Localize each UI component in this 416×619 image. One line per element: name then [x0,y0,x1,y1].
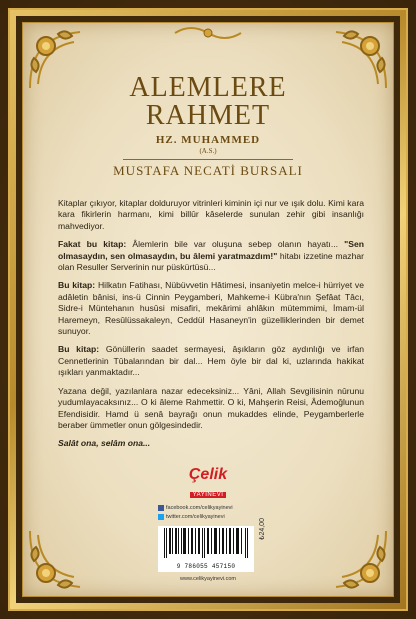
publisher-logo [176,467,240,501]
author-name: MUSTAFA NECATİ BURSALI [113,163,303,178]
paragraph-3 [58,280,364,337]
isbn-barcode [158,526,254,572]
paragraph-4-text: Gönüllerin saadet sermayesi, âşıkların göz aydınlığı ve irfan Cennetlerinin Tûbalarından bir dal... Hem öyle bir dal ki, uzlarında hakikat ışıkları yanmaktadır... [58,344,364,378]
book-title-line-1: ALEMLERE [129,72,287,103]
divider [123,159,293,160]
paragraph-1: Kitaplar çıkıyor, kitaplar dolduruyor vitrinleri kiminin içi nur ve ışık dolu. Kimi kara kara fikirlerin harmanı, kimi billûr kâselerde sunulan zehir gibi insanlığı mahvediyor. [58,198,364,231]
blurb-text [58,198,364,457]
paragraph-2-lead: Fakat bu kitap: [58,239,127,250]
corner-ornament-icon [24,525,94,595]
corner-ornament-icon [322,525,392,595]
twitter-text: twitter.com/celikyayinevi [166,514,225,520]
social-links [158,504,233,522]
paragraph-2-text-a: Âlemlerin bile var oluşuna sebep olanın hayatı... [126,239,345,250]
closing-line: Salât ona, selâm ona... [58,438,151,449]
facebook-text: facebook.com/celikyayinevi [166,505,233,511]
paragraph-4-lead: Bu kitap: [58,344,100,355]
facebook-icon [158,505,164,511]
twitter-link [158,513,233,522]
book-title-line-2: RAHMET [145,100,271,131]
publisher-subtitle: YAYINEVİ [190,492,227,498]
paragraph-2-quote: "Sen olmasaydın, sen olmasaydın, bu âlemi yaratmazdım!" [58,239,364,261]
publisher-name: Çelik [188,466,228,483]
book-subtitle: HZ. MUHAMMED [155,134,261,146]
honorific: (A.S.) [199,147,217,155]
isbn-digits: 9 786055 457150 [176,563,236,570]
paragraph-4 [58,344,364,378]
twitter-icon [158,514,164,520]
paragraph-3-lead: Bu kitap: [58,280,96,291]
paragraph-2 [58,239,364,273]
publisher-website: www.celikyayinevi.com [180,576,236,582]
title-block [0,74,416,179]
facebook-link [158,504,233,513]
paragraph-2-text-b: hitabı izzetine mazhar olan Resuller Serverinin nur püskürtüsü... [58,250,364,273]
price-label: ₺24,00 [259,518,266,540]
paragraph-5: Yazana değil, yazılanlara nazar edeceksiniz... Yâni, Allah Sevgilisinin nûrunu yudumlayacaksınız... O ki âleme Rahmettir. O ki, Mahşerin Reisi, Âdemoğlunun Efendisidir. Hamd ü senâ bayrağı onun mukaddes elinde, Peygamberlerle beraber ümmetler onun gölgesindedir. [58,385,364,430]
paragraph-3-text: Hilkatın Fatihası, Nübüvvetin Hâtimesi, insaniyetin melce-i hürriyet ve adâletin bânisi, ins-ü Cinnin Peygamberi, Mahkeme-i Kübra'nın Şefâat Tâcı, Sidre-i Müntehanın husûsi misafiri, mekârimi ahlâkın mütemmimi, İmam-ül Haremeyn, Resûlüssakaleyn, Ceddül Hasaneyn'in güzelliklerinden bir demet sunuyor. [58,280,364,337]
barcode-icon [162,528,250,558]
top-center-ornament-icon [173,24,243,42]
